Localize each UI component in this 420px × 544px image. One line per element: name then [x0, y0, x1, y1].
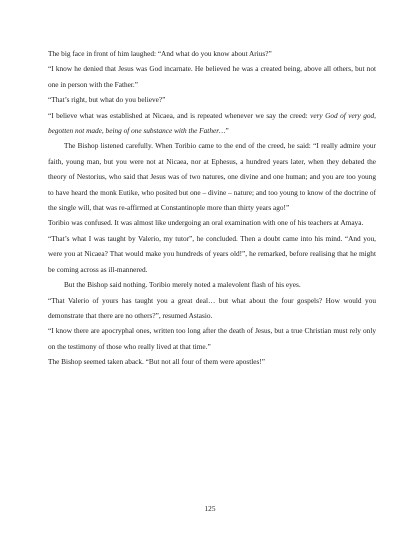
body-text [48, 46, 376, 370]
text-segment: “That’s what I was taught by Valerio, my tutor”, he concluded. Then a doubt came into his mind. “And you, were you at Nicaea? That would make you hundreds of years old!”, he remarked, before realising that he might be coming across as ill-mannered. [48, 233, 376, 274]
text-segment: “That Valerio of yours has taught you a great deal… but what about the four gospels? How would you demonstrate that there are no others?”, resumed Astasio. [48, 295, 376, 320]
paragraph [48, 277, 376, 292]
text-segment: The big face in front of him laughed: “And what do you know about Arius?” [48, 49, 272, 58]
text-segment: “I know there are apocryphal ones, written too long after the death of Jesus, but a true Christian must rely only on the testimony of those who really lived at that time.” [48, 326, 376, 351]
paragraph [48, 46, 376, 61]
paragraph [48, 138, 376, 215]
text-segment: “I believe what was established at Nicaea, and is repeated whenever we say the creed: [48, 110, 311, 120]
paragraph [48, 92, 376, 107]
text-segment: Toribio was confused. It was almost like undergoing an oral examination with one of his teachers at Amaya. [48, 218, 364, 228]
paragraph [48, 108, 376, 139]
text-segment: The Bishop listened carefully. When Toribio came to the end of the creed, he said: “I really admire your faith, young man, but you were not at Nicaea, nor at Ephesus, a hundred years later, when they debated the theory of Nestorius, who said that Jesus was of two natures, one divine and one human; and you are too young to have heard the monk Eutike, who posited but one – divine – nature; and too young to know of the doctrine of the single will, that was re-affirmed at Constantinople more than thirty years ago!” [48, 141, 376, 213]
paragraph [48, 61, 376, 92]
paragraph [48, 231, 376, 277]
text-segment: ” [225, 126, 229, 136]
paragraph [48, 354, 376, 369]
paragraph [48, 323, 376, 354]
paragraph [48, 215, 376, 230]
paragraph [48, 293, 376, 324]
page-number: 125 [204, 504, 216, 513]
text-segment: “I know he denied that Jesus was God incarnate. He believed he was a created being, above all others, but not one in person with the Father.” [48, 64, 376, 89]
text-segment: The Bishop seemed taken aback. “But not all four of them were apostles!” [48, 357, 266, 367]
text-segment: But the Bishop said nothing. Toribio merely noted a malevolent flash of his eyes. [64, 280, 301, 290]
italic-text: very God of very god, begotten not made, being of one substance with the Father… [48, 110, 377, 136]
text-segment: “That’s right, but what do you believe?” [48, 95, 166, 105]
